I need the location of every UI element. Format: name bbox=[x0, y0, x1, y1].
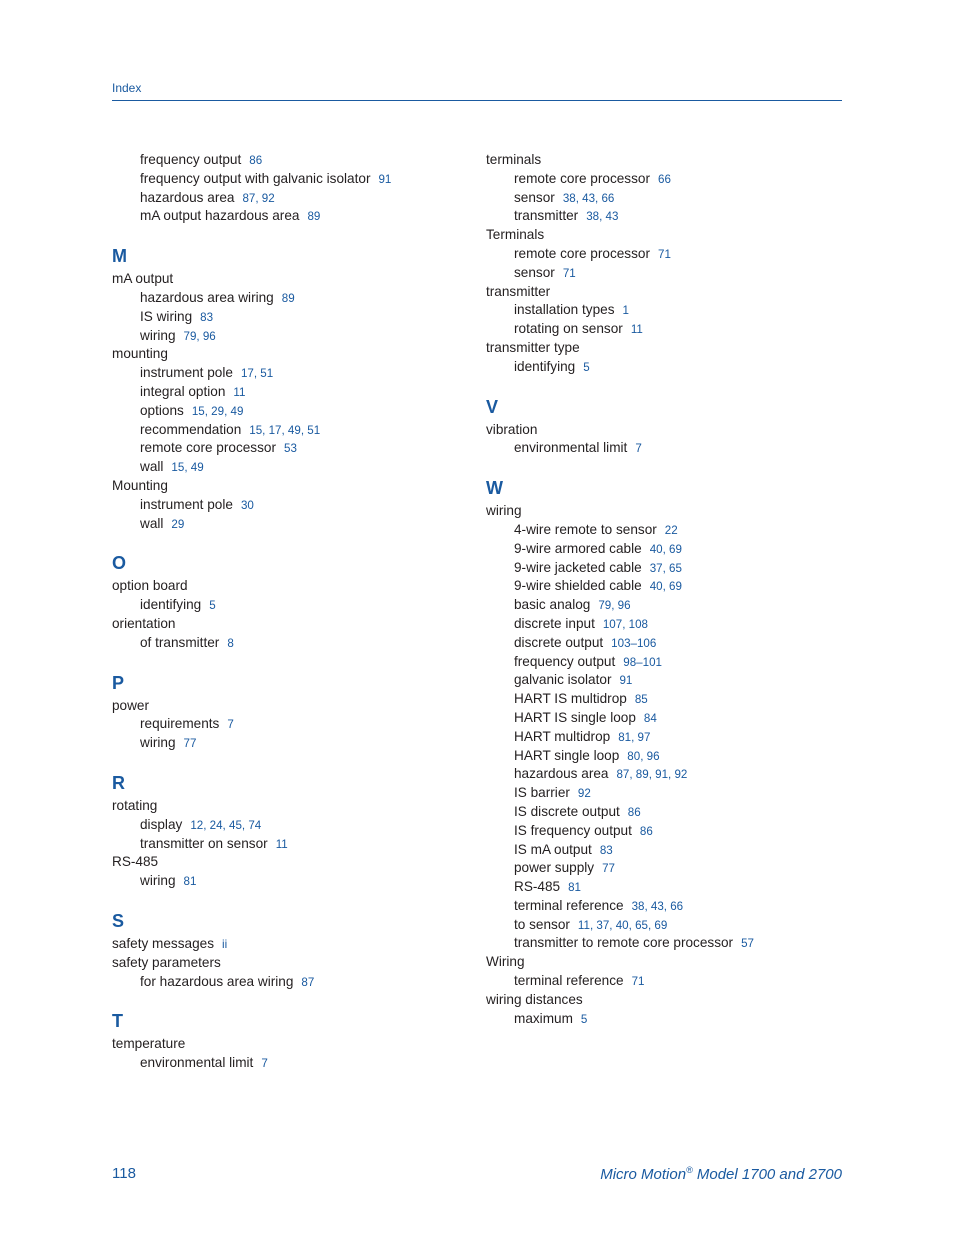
page-reference-link[interactable]: 15, 49 bbox=[171, 461, 204, 475]
index-subentry bbox=[112, 715, 472, 734]
index-entry bbox=[112, 935, 472, 954]
page-reference-link[interactable]: 15, 17, 49, 51 bbox=[249, 423, 321, 437]
index-subentry bbox=[112, 734, 472, 753]
index-subentry bbox=[486, 615, 846, 634]
index-term: maximum bbox=[514, 1010, 573, 1026]
page-reference-link[interactable]: 103–106 bbox=[611, 636, 657, 650]
page-reference-link[interactable]: 87, 92 bbox=[242, 191, 275, 205]
page-reference-link[interactable]: 12, 24, 45, 74 bbox=[190, 818, 262, 832]
page-reference-link[interactable]: 81 bbox=[183, 875, 197, 889]
page-reference-link[interactable]: 85 bbox=[634, 693, 648, 707]
index-term: hazardous area bbox=[514, 766, 609, 782]
index-term: 9-wire shielded cable bbox=[514, 578, 642, 594]
index-subentry bbox=[112, 170, 472, 189]
page-reference-link[interactable]: 7 bbox=[227, 718, 234, 732]
index-term: wiring bbox=[140, 873, 176, 889]
page-reference-link[interactable]: 77 bbox=[183, 737, 197, 751]
header-divider bbox=[112, 100, 842, 101]
index-term: discrete output bbox=[514, 634, 604, 650]
index-term: basic analog bbox=[514, 597, 591, 613]
index-term: integral option bbox=[140, 383, 226, 399]
index-term: mA output hazardous area bbox=[140, 208, 300, 224]
index-term: to sensor bbox=[514, 916, 570, 932]
index-term: sensor bbox=[514, 264, 555, 280]
index-term: requirements bbox=[140, 716, 220, 732]
registered-mark: ® bbox=[686, 1165, 693, 1175]
index-term: recommendation bbox=[140, 421, 242, 437]
page-reference-link[interactable]: 80, 96 bbox=[627, 749, 660, 763]
index-term: Mounting bbox=[112, 477, 168, 493]
index-term: safety parameters bbox=[112, 954, 221, 970]
index-term: option board bbox=[112, 578, 188, 594]
page-reference-link[interactable]: 17, 51 bbox=[240, 367, 274, 381]
page-reference-link[interactable]: 86 bbox=[249, 154, 263, 167]
index-term: sensor bbox=[514, 189, 555, 205]
index-subentry bbox=[486, 784, 846, 803]
page-reference-link[interactable]: 29 bbox=[171, 517, 185, 531]
index-subentry bbox=[486, 207, 846, 226]
index-term: HART IS multidrop bbox=[514, 691, 627, 707]
index-term: 9-wire armored cable bbox=[514, 540, 642, 556]
index-subentry bbox=[486, 765, 846, 784]
index-entry bbox=[112, 797, 472, 816]
page-reference-link[interactable]: 66 bbox=[658, 172, 671, 186]
index-entry bbox=[112, 1035, 472, 1054]
page-reference-link[interactable]: 37, 65 bbox=[649, 561, 682, 575]
index-letter-heading: V bbox=[486, 396, 499, 417]
page-reference-link[interactable]: 57 bbox=[741, 937, 754, 951]
index-column-right bbox=[486, 151, 846, 1028]
index-subentry bbox=[486, 897, 846, 916]
index-term: discrete input bbox=[514, 615, 595, 631]
index-subentry bbox=[112, 421, 472, 440]
index-entry bbox=[112, 577, 472, 596]
index-subentry bbox=[486, 859, 846, 878]
index-subentry bbox=[112, 383, 472, 402]
index-subentry bbox=[486, 803, 846, 822]
index-term: terminals bbox=[486, 152, 542, 167]
index-term: wiring bbox=[140, 735, 176, 751]
index-letter-heading: S bbox=[112, 910, 125, 931]
index-term: power supply bbox=[514, 860, 595, 876]
page-reference-link[interactable]: 40, 69 bbox=[649, 580, 682, 594]
index-term: for hazardous area wiring bbox=[140, 973, 294, 989]
document-title-model: Model 1700 and 2700 bbox=[692, 1166, 842, 1183]
index-term: rotating on sensor bbox=[514, 321, 623, 337]
page-reference-link[interactable]: 40, 69 bbox=[649, 542, 682, 556]
page-reference-link[interactable]: 84 bbox=[643, 711, 657, 725]
index-subentry bbox=[486, 972, 846, 991]
page-reference-link[interactable]: 7 bbox=[261, 1057, 268, 1071]
index-subentry bbox=[112, 515, 472, 534]
index-subentry bbox=[486, 577, 846, 596]
index-subentry bbox=[112, 189, 472, 208]
index-subentry bbox=[486, 170, 846, 189]
index-subentry bbox=[486, 690, 846, 709]
index-subentry bbox=[112, 289, 472, 308]
index-term: terminal reference bbox=[514, 973, 624, 989]
document-title-brand: Micro Motion bbox=[600, 1166, 687, 1183]
page-reference-link[interactable]: 89 bbox=[307, 210, 321, 224]
index-entry bbox=[112, 345, 472, 364]
index-subentry bbox=[112, 596, 472, 615]
index-subentry bbox=[486, 671, 846, 690]
index-term: mA output bbox=[112, 271, 174, 287]
index-subentry bbox=[486, 540, 846, 559]
index-subentry bbox=[486, 320, 846, 339]
index-subentry bbox=[112, 816, 472, 835]
index-term: IS barrier bbox=[514, 785, 570, 801]
index-letter-heading: P bbox=[112, 672, 125, 693]
index-letter-heading: O bbox=[112, 553, 127, 574]
index-subentry bbox=[112, 496, 472, 515]
index-subentry bbox=[486, 358, 846, 377]
index-subentry bbox=[112, 207, 472, 226]
index-subentry bbox=[486, 934, 846, 953]
page-reference-link[interactable]: 7 bbox=[635, 442, 642, 456]
index-subentry bbox=[112, 835, 472, 854]
index-term: temperature bbox=[112, 1036, 186, 1052]
index-term: 4-wire remote to sensor bbox=[514, 521, 657, 537]
page-reference-link[interactable]: 83 bbox=[599, 843, 613, 857]
index-term: RS-485 bbox=[514, 879, 561, 895]
index-term: identifying bbox=[140, 597, 202, 613]
index-subentry bbox=[486, 439, 846, 458]
index-entry bbox=[486, 151, 846, 170]
page-reference-link[interactable]: 81 bbox=[568, 881, 581, 895]
index-subentry bbox=[486, 596, 846, 615]
index-entry bbox=[486, 339, 846, 358]
index-term: identifying bbox=[514, 358, 576, 374]
page-reference-link[interactable]: 79, 96 bbox=[598, 599, 631, 613]
index-subentry bbox=[112, 634, 472, 653]
index-subentry bbox=[112, 327, 472, 346]
page-reference-link[interactable]: 38, 43 bbox=[586, 210, 619, 224]
page-reference-link[interactable]: 83 bbox=[200, 310, 214, 324]
page-reference-link[interactable]: 107, 108 bbox=[602, 617, 648, 631]
page-reference-link[interactable]: 71 bbox=[562, 266, 576, 280]
page-reference-link[interactable]: 11 bbox=[233, 385, 246, 399]
index-term: instrument pole bbox=[140, 365, 233, 381]
index-entry bbox=[486, 991, 846, 1010]
page-reference-link[interactable]: 91 bbox=[619, 674, 633, 688]
index-subentry bbox=[486, 916, 846, 935]
index-term: hazardous area wiring bbox=[140, 289, 274, 305]
page-reference-link[interactable]: 79, 96 bbox=[183, 329, 216, 343]
index-subentry bbox=[112, 308, 472, 327]
index-term: HART single loop bbox=[514, 747, 620, 763]
index-entry bbox=[112, 477, 472, 496]
index-subentry bbox=[486, 728, 846, 747]
page-reference-link[interactable]: 98–101 bbox=[623, 655, 662, 669]
page-number: 118 bbox=[112, 1165, 136, 1182]
page-reference-link[interactable]: ii bbox=[222, 937, 228, 951]
index-column-left bbox=[112, 151, 472, 1073]
index-term: wiring bbox=[140, 327, 176, 343]
index-term: IS mA output bbox=[514, 841, 592, 857]
index-entry bbox=[486, 953, 846, 972]
index-letter-heading: R bbox=[112, 772, 125, 793]
index-subentry bbox=[486, 878, 846, 897]
index-term: remote core processor bbox=[140, 440, 276, 456]
page-reference-link[interactable]: 11, 37, 40, 65, 69 bbox=[577, 918, 668, 932]
page-reference-link[interactable]: 11 bbox=[275, 837, 288, 851]
index-term: transmitter bbox=[486, 283, 551, 299]
index-subentry bbox=[486, 822, 846, 841]
index-subentry bbox=[486, 634, 846, 653]
index-term: wiring distances bbox=[486, 991, 583, 1007]
index-term: vibration bbox=[486, 421, 538, 437]
index-term: IS wiring bbox=[140, 308, 193, 324]
index-term: transmitter bbox=[514, 208, 579, 224]
index-subentry bbox=[486, 521, 846, 540]
index-term: galvanic isolator bbox=[514, 672, 612, 688]
document-title bbox=[600, 1165, 842, 1183]
index-term: remote core processor bbox=[514, 245, 650, 261]
page-reference-link[interactable]: 8 bbox=[227, 636, 234, 650]
page-reference-link[interactable]: 38, 43, 66 bbox=[631, 899, 684, 913]
index-subentry bbox=[486, 841, 846, 860]
index-term: rotating bbox=[112, 797, 158, 813]
index-term: of transmitter bbox=[140, 634, 220, 650]
page-reference-link[interactable]: 11 bbox=[630, 323, 643, 337]
index-subentry bbox=[486, 301, 846, 320]
index-term: transmitter type bbox=[486, 339, 580, 355]
index-term: environmental limit bbox=[514, 440, 628, 456]
index-entry bbox=[486, 226, 846, 245]
index-term: mounting bbox=[112, 346, 168, 362]
index-term: orientation bbox=[112, 615, 176, 631]
index-subentry bbox=[486, 559, 846, 578]
index-entry bbox=[486, 283, 846, 302]
index-subentry bbox=[486, 189, 846, 208]
index-term: HART multidrop bbox=[514, 728, 611, 744]
index-term: IS discrete output bbox=[514, 803, 620, 819]
index-term: options bbox=[140, 402, 184, 418]
index-term: terminal reference bbox=[514, 897, 624, 913]
page-reference-link[interactable]: 91 bbox=[378, 172, 392, 186]
index-subentry bbox=[112, 872, 472, 891]
index-term: transmitter on sensor bbox=[140, 835, 268, 851]
index-term: frequency output bbox=[140, 152, 242, 167]
index-letter-heading: M bbox=[112, 246, 127, 267]
index-letter-heading: T bbox=[112, 1011, 123, 1032]
index-entry bbox=[486, 502, 846, 521]
index-subentry bbox=[486, 747, 846, 766]
index-subentry bbox=[112, 439, 472, 458]
page-reference-link[interactable]: 86 bbox=[639, 824, 653, 838]
index-term: installation types bbox=[514, 302, 615, 318]
page-reference-link[interactable]: 1 bbox=[622, 304, 629, 318]
page-reference-link[interactable]: 86 bbox=[627, 805, 641, 819]
index-term: remote core processor bbox=[514, 170, 650, 186]
page-reference-link[interactable]: 89 bbox=[281, 291, 295, 305]
index-term: display bbox=[140, 816, 183, 832]
index-subentry bbox=[112, 1054, 472, 1073]
index-subentry bbox=[486, 1010, 846, 1029]
page-reference-link[interactable]: 81, 97 bbox=[618, 730, 651, 744]
index-term: wall bbox=[140, 515, 164, 531]
index-term: hazardous area bbox=[140, 189, 235, 205]
page-reference-link[interactable]: 53 bbox=[284, 442, 297, 456]
index-term: instrument pole bbox=[140, 496, 233, 512]
page-reference-link[interactable]: 15, 29, 49 bbox=[191, 404, 244, 418]
index-term: IS frequency output bbox=[514, 822, 632, 838]
index-letter-heading: W bbox=[486, 478, 503, 499]
index-entry bbox=[112, 954, 472, 973]
index-subentry bbox=[486, 653, 846, 672]
page-reference-link[interactable]: 71 bbox=[631, 975, 645, 989]
index-subentry bbox=[112, 364, 472, 383]
page-reference-link[interactable]: 77 bbox=[602, 862, 616, 876]
index-term: wall bbox=[140, 459, 164, 475]
index-entry bbox=[112, 270, 472, 289]
page-reference-link[interactable]: 5 bbox=[580, 1012, 588, 1026]
index-entry bbox=[486, 421, 846, 440]
index-term: safety messages bbox=[112, 935, 214, 951]
page-reference-link[interactable]: 87, 89, 91, 92 bbox=[616, 768, 688, 782]
index-entry bbox=[112, 853, 472, 872]
index-term: Wiring bbox=[486, 954, 525, 970]
index-term: Terminals bbox=[486, 227, 545, 243]
index-term: environmental limit bbox=[140, 1055, 254, 1071]
index-subentry bbox=[112, 973, 472, 992]
page-reference-link[interactable]: 87 bbox=[301, 975, 315, 989]
page-reference-link[interactable]: 22 bbox=[664, 523, 678, 537]
page-reference-link[interactable]: 5 bbox=[209, 599, 216, 613]
index-term: HART IS single loop bbox=[514, 709, 636, 725]
page-reference-link[interactable]: 71 bbox=[658, 247, 671, 261]
index-term: wiring bbox=[486, 503, 522, 519]
index-subentry bbox=[112, 458, 472, 477]
index-subentry bbox=[112, 151, 472, 170]
index-term: power bbox=[112, 697, 150, 713]
index-subentry bbox=[112, 402, 472, 421]
index-subentry bbox=[486, 245, 846, 264]
index-term: RS-485 bbox=[112, 854, 159, 870]
index-term: frequency output with galvanic isolator bbox=[140, 170, 371, 186]
index-subentry bbox=[486, 264, 846, 283]
page-reference-link[interactable]: 30 bbox=[240, 498, 254, 512]
index-term: 9-wire jacketed cable bbox=[514, 559, 642, 575]
index-entry bbox=[112, 615, 472, 634]
page-reference-link[interactable]: 92 bbox=[577, 787, 591, 801]
page-reference-link[interactable]: 5 bbox=[583, 360, 590, 374]
page-reference-link[interactable]: 38, 43, 66 bbox=[562, 191, 615, 205]
index-subentry bbox=[486, 709, 846, 728]
index-entry bbox=[112, 697, 472, 716]
index-term: frequency output bbox=[514, 653, 616, 669]
running-header: Index bbox=[112, 81, 142, 95]
index-term: transmitter to remote core processor bbox=[514, 935, 734, 951]
